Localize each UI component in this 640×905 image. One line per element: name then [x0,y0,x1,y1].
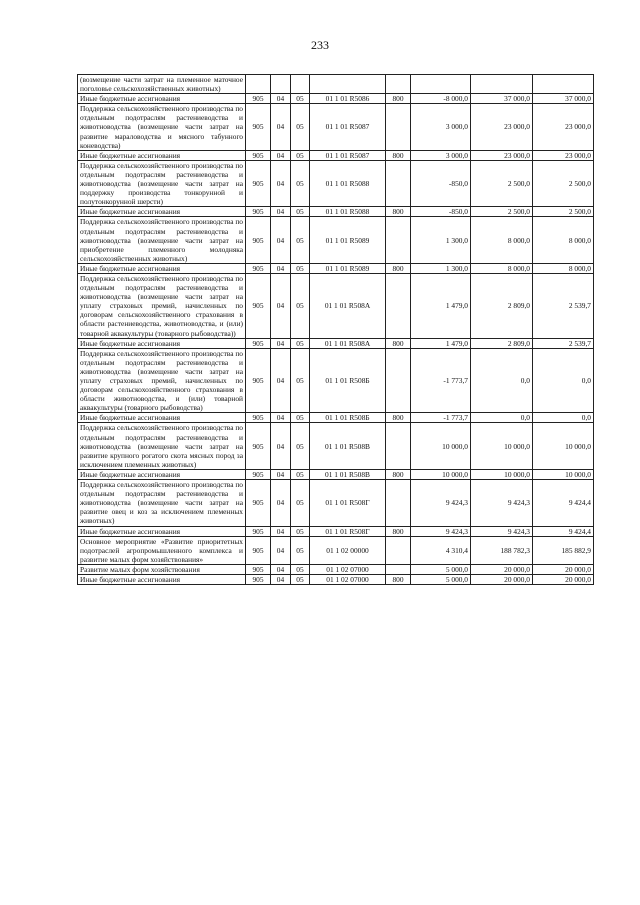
subsection-cell: 05 [291,480,310,526]
grbs-cell: 905 [246,104,271,150]
amount-change-cell: -1 773,7 [411,348,471,413]
amount-change-cell: 1 479,0 [411,338,471,348]
amount-next-cell: 10 000,0 [533,469,594,479]
amount-change-cell: -850,0 [411,207,471,217]
grbs-cell: 905 [246,526,271,536]
subsection-cell: 05 [291,263,310,273]
subsection-cell: 05 [291,104,310,150]
amount-plan-cell: 8 000,0 [471,263,533,273]
row-name-cell: Иные бюджетные ассигнования [78,338,246,348]
table-row [78,150,594,160]
amount-next-cell: 2 539,7 [533,273,594,338]
table-row [78,423,594,469]
amount-change-cell [411,75,471,94]
target-article-cell: 01 1 01 R508Б [310,413,386,423]
grbs-cell: 905 [246,423,271,469]
subsection-cell: 05 [291,564,310,574]
amount-next-cell: 8 000,0 [533,217,594,263]
amount-plan-cell: 9 424,3 [471,526,533,536]
amount-plan-cell: 0,0 [471,413,533,423]
row-name-cell: Поддержка сельскохозяйственного производства по отдельным подотраслям растениеводства и животноводства (возмещение части затрат на развитие крупного рогатого скота мясных пород за исключением племенных животных) [78,423,246,469]
grbs-cell: 905 [246,263,271,273]
amount-change-cell: 4 310,4 [411,536,471,564]
amount-plan-cell: 23 000,0 [471,104,533,150]
amount-next-cell: 20 000,0 [533,564,594,574]
amount-next-cell: 2 500,0 [533,207,594,217]
subsection-cell: 05 [291,217,310,263]
table-row [78,469,594,479]
amount-next-cell: 0,0 [533,348,594,413]
section-cell: 04 [271,338,291,348]
grbs-cell: 905 [246,94,271,104]
table-row [78,338,594,348]
table-row [78,480,594,526]
target-article-cell: 01 1 01 R5088 [310,160,386,206]
expense-type-cell [386,273,411,338]
target-article-cell: 01 1 01 R508А [310,273,386,338]
section-cell: 04 [271,150,291,160]
table-row [78,104,594,150]
amount-change-cell: 5 000,0 [411,564,471,574]
target-article-cell: 01 1 01 R508В [310,423,386,469]
amount-change-cell: 1 300,0 [411,217,471,263]
amount-plan-cell: 23 000,0 [471,150,533,160]
section-cell: 04 [271,94,291,104]
amount-change-cell: -850,0 [411,160,471,206]
expense-type-cell: 800 [386,207,411,217]
subsection-cell: 05 [291,94,310,104]
amount-plan-cell: 10 000,0 [471,469,533,479]
target-article-cell: 01 1 02 00000 [310,536,386,564]
amount-next-cell: 8 000,0 [533,263,594,273]
grbs-cell: 905 [246,348,271,413]
amount-change-cell: 9 424,3 [411,480,471,526]
subsection-cell: 05 [291,469,310,479]
table-row [78,574,594,584]
target-article-cell: 01 1 01 R508Б [310,348,386,413]
grbs-cell: 905 [246,480,271,526]
target-article-cell: 01 1 01 R5087 [310,104,386,150]
row-name-cell: (возмещение части затрат на племенное маточное поголовье сельскохозяйственных животных) [78,75,246,94]
amount-change-cell: 10 000,0 [411,423,471,469]
amount-change-cell: 1 300,0 [411,263,471,273]
section-cell: 04 [271,273,291,338]
amount-change-cell: 1 479,0 [411,273,471,338]
expense-type-cell [386,104,411,150]
grbs-cell: 905 [246,207,271,217]
target-article-cell: 01 1 01 R508В [310,469,386,479]
amount-change-cell: -1 773,7 [411,413,471,423]
amount-change-cell: 3 000,0 [411,104,471,150]
amount-next-cell: 2 539,7 [533,338,594,348]
amount-plan-cell [471,75,533,94]
target-article-cell [310,75,386,94]
amount-next-cell: 2 500,0 [533,160,594,206]
target-article-cell: 01 1 01 R508А [310,338,386,348]
table-row [78,564,594,574]
table-row [78,94,594,104]
amount-plan-cell: 2 500,0 [471,207,533,217]
table-row [78,536,594,564]
grbs-cell: 905 [246,217,271,263]
row-name-cell: Иные бюджетные ассигнования [78,207,246,217]
target-article-cell: 01 1 01 R5089 [310,217,386,263]
section-cell: 04 [271,536,291,564]
amount-next-cell [533,75,594,94]
expense-type-cell [386,536,411,564]
amount-next-cell: 23 000,0 [533,150,594,160]
section-cell: 04 [271,217,291,263]
subsection-cell: 05 [291,423,310,469]
expense-type-cell [386,423,411,469]
table-row [78,160,594,206]
section-cell: 04 [271,348,291,413]
amount-plan-cell: 188 782,3 [471,536,533,564]
row-name-cell: Иные бюджетные ассигнования [78,150,246,160]
section-cell: 04 [271,469,291,479]
amount-next-cell: 23 000,0 [533,104,594,150]
amount-next-cell: 9 424,4 [533,480,594,526]
expense-type-cell [386,160,411,206]
grbs-cell: 905 [246,564,271,574]
amount-plan-cell: 20 000,0 [471,574,533,584]
expense-type-cell: 800 [386,526,411,536]
table-row [78,75,594,94]
amount-plan-cell: 10 000,0 [471,423,533,469]
subsection-cell: 05 [291,574,310,584]
budget-table [77,74,594,585]
table-row [78,207,594,217]
amount-plan-cell: 8 000,0 [471,217,533,263]
section-cell: 04 [271,207,291,217]
amount-plan-cell: 0,0 [471,348,533,413]
grbs-cell [246,75,271,94]
target-article-cell: 01 1 01 R5089 [310,263,386,273]
amount-plan-cell: 37 000,0 [471,94,533,104]
amount-next-cell: 0,0 [533,413,594,423]
subsection-cell: 05 [291,536,310,564]
expense-type-cell [386,480,411,526]
expense-type-cell: 800 [386,469,411,479]
expense-type-cell: 800 [386,263,411,273]
target-article-cell: 01 1 01 R508Г [310,526,386,536]
budget-table-body [78,75,594,585]
subsection-cell [291,75,310,94]
section-cell: 04 [271,574,291,584]
target-article-cell: 01 1 01 R508Г [310,480,386,526]
table-row [78,263,594,273]
target-article-cell: 01 1 02 07000 [310,574,386,584]
section-cell: 04 [271,526,291,536]
row-name-cell: Иные бюджетные ассигнования [78,526,246,536]
amount-change-cell: 9 424,3 [411,526,471,536]
amount-plan-cell: 9 424,3 [471,480,533,526]
expense-type-cell: 800 [386,150,411,160]
grbs-cell: 905 [246,273,271,338]
row-name-cell: Иные бюджетные ассигнования [78,94,246,104]
amount-change-cell: 5 000,0 [411,574,471,584]
subsection-cell: 05 [291,338,310,348]
table-row [78,526,594,536]
row-name-cell: Основное мероприятие «Развитие приоритетных подотраслей агропромышленного комплекса и развитие малых форм хозяйствования» [78,536,246,564]
expense-type-cell: 800 [386,574,411,584]
section-cell: 04 [271,480,291,526]
target-article-cell: 01 1 01 R5088 [310,207,386,217]
amount-plan-cell: 2 809,0 [471,273,533,338]
amount-change-cell: 10 000,0 [411,469,471,479]
row-name-cell: Иные бюджетные ассигнования [78,413,246,423]
table-row [78,273,594,338]
amount-next-cell: 37 000,0 [533,94,594,104]
expense-type-cell [386,564,411,574]
amount-plan-cell: 2 500,0 [471,160,533,206]
section-cell: 04 [271,413,291,423]
amount-next-cell: 20 000,0 [533,574,594,584]
table-row [78,348,594,413]
row-name-cell: Иные бюджетные ассигнования [78,263,246,273]
row-name-cell: Поддержка сельскохозяйственного производства по отдельным подотраслям растениеводства и животноводства (возмещение части затрат на приобретение племенного молодняка сельскохозяйственных животных) [78,217,246,263]
expense-type-cell: 800 [386,338,411,348]
row-name-cell: Поддержка сельскохозяйственного производства по отдельным подотраслям растениеводства и животноводства (возмещение части затрат на поддержку производства тонкорунной и полутонкорунной шерсти) [78,160,246,206]
subsection-cell: 05 [291,348,310,413]
section-cell: 04 [271,423,291,469]
grbs-cell: 905 [246,574,271,584]
row-name-cell: Развитие малых форм хозяйствования [78,564,246,574]
table-row [78,217,594,263]
table-row [78,413,594,423]
subsection-cell: 05 [291,413,310,423]
grbs-cell: 905 [246,150,271,160]
amount-next-cell: 185 882,9 [533,536,594,564]
page-number: 233 [311,38,329,52]
row-name-cell: Поддержка сельскохозяйственного производства по отдельным подотраслям растениеводства и животноводства (возмещение части затрат на развитие овец и коз за исключением племенных животных) [78,480,246,526]
subsection-cell: 05 [291,526,310,536]
expense-type-cell: 800 [386,94,411,104]
grbs-cell: 905 [246,160,271,206]
section-cell: 04 [271,564,291,574]
subsection-cell: 05 [291,160,310,206]
row-name-cell: Иные бюджетные ассигнования [78,469,246,479]
amount-plan-cell: 2 809,0 [471,338,533,348]
expense-type-cell [386,75,411,94]
row-name-cell: Поддержка сельскохозяйственного производства по отдельным подотраслям растениеводства и животноводства (возмещение части затрат на уплату страховых премий, начисленных по договорам сельскохозяйственного страхования в области животноводства, и (или) товарной аквакультуры (товарного рыбоводства) [78,348,246,413]
amount-change-cell: 3 000,0 [411,150,471,160]
grbs-cell: 905 [246,413,271,423]
subsection-cell: 05 [291,273,310,338]
subsection-cell: 05 [291,150,310,160]
grbs-cell: 905 [246,338,271,348]
section-cell [271,75,291,94]
grbs-cell: 905 [246,469,271,479]
amount-change-cell: -8 000,0 [411,94,471,104]
row-name-cell: Поддержка сельскохозяйственного производства по отдельным подотраслям растениеводства и животноводства (возмещение части затрат на уплату страховых премий, начисленных по договорам сельскохозяйственного страхования в области растениеводства, животноводства, и (или) товарной аквакультуры (товарного рыбоводства)) [78,273,246,338]
row-name-cell: Поддержка сельскохозяйственного производства по отдельным подотраслям растениеводства и животноводства (возмещение части затрат на развитие мараловодства и мясного табунного коневодства) [78,104,246,150]
target-article-cell: 01 1 01 R5086 [310,94,386,104]
amount-plan-cell: 20 000,0 [471,564,533,574]
target-article-cell: 01 1 01 R5087 [310,150,386,160]
section-cell: 04 [271,104,291,150]
expense-type-cell [386,348,411,413]
target-article-cell: 01 1 02 07000 [310,564,386,574]
expense-type-cell: 800 [386,413,411,423]
amount-next-cell: 10 000,0 [533,423,594,469]
subsection-cell: 05 [291,207,310,217]
row-name-cell: Иные бюджетные ассигнования [78,574,246,584]
expense-type-cell [386,217,411,263]
amount-next-cell: 9 424,4 [533,526,594,536]
grbs-cell: 905 [246,536,271,564]
section-cell: 04 [271,263,291,273]
section-cell: 04 [271,160,291,206]
